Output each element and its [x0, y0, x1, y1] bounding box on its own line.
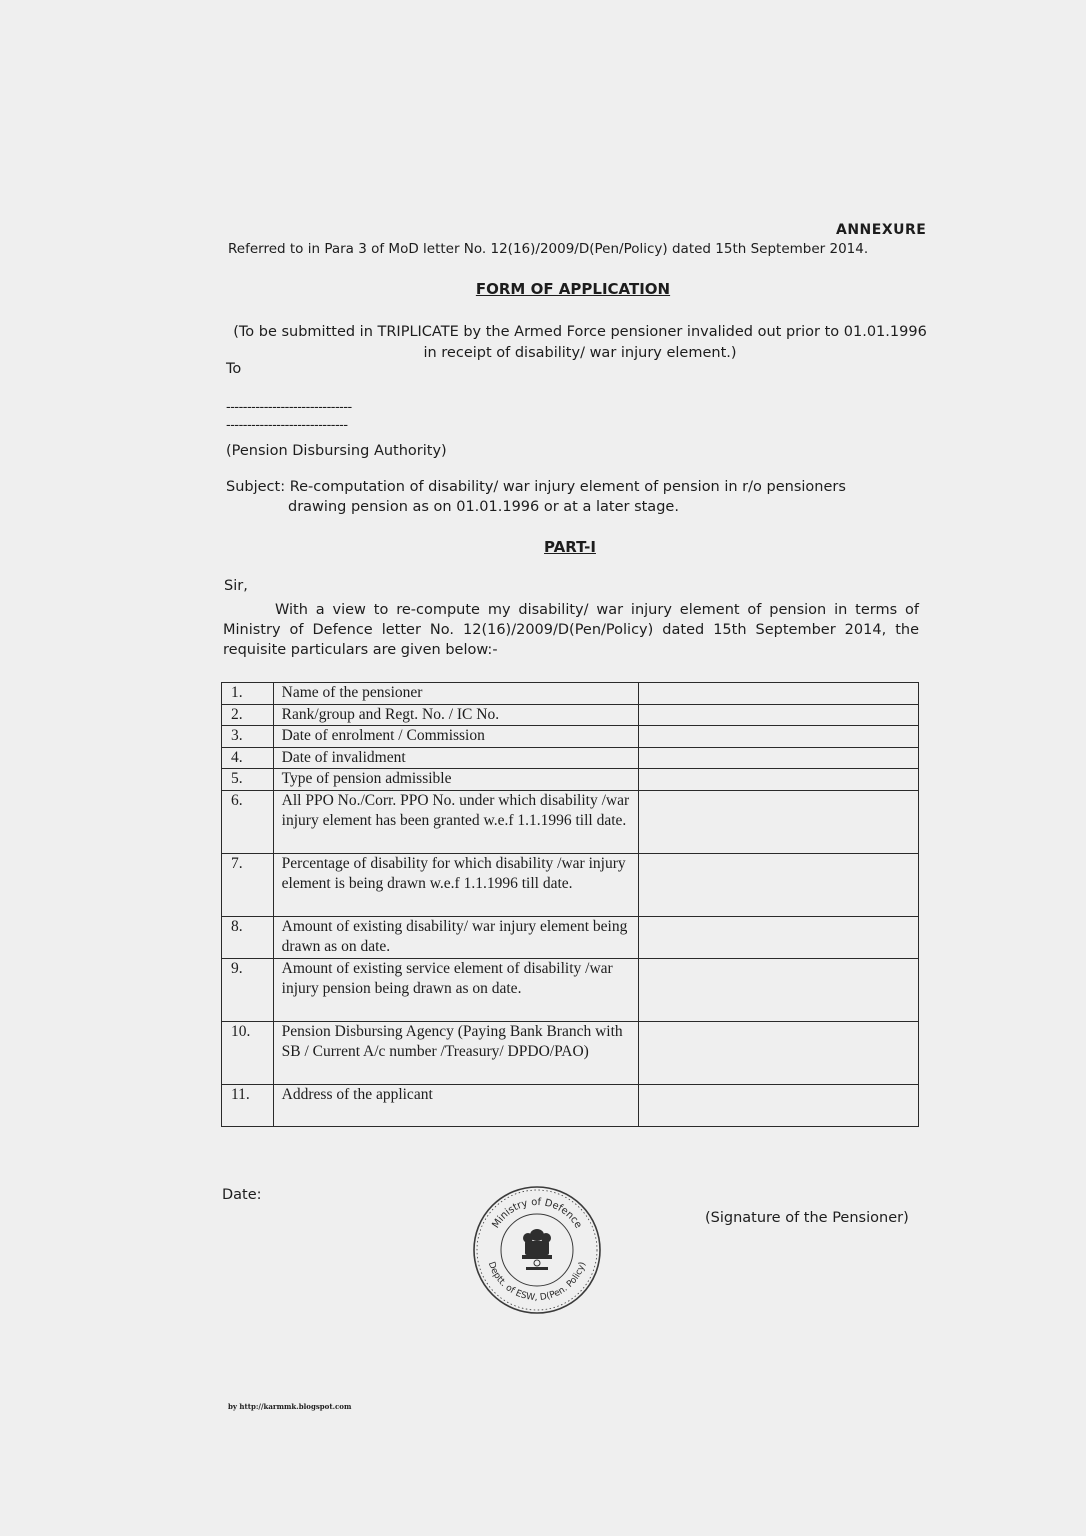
row-label: Type of pension admissible: [273, 769, 639, 791]
particulars-table-body: [222, 683, 919, 1127]
row-number: 2.: [222, 704, 274, 726]
row-value-field[interactable]: [639, 683, 919, 705]
body-paragraph: With a view to re-compute my disability/ war injury element of pension in terms of Ministry of Defence letter No. 12(16)/2009/D(Pen/Policy) dated 15th September 2014, the requisite particulars are given below:-: [223, 602, 919, 658]
row-label: Date of enrolment / Commission: [273, 726, 639, 748]
form-title: FORM OF APPLICATION: [475, 280, 671, 298]
row-label: Amount of existing service element of disability /war injury pension being drawn as on date.: [273, 958, 639, 1021]
row-number: 4.: [222, 747, 274, 769]
seal-text-bottom: Deptt. of ESW, D(Pen. Policy): [485, 1260, 589, 1304]
row-value-field[interactable]: [639, 1021, 919, 1084]
seal-text-top: Ministry of Defence: [490, 1196, 584, 1231]
salutation: Sir,: [224, 578, 248, 594]
signature-label: (Signature of the Pensioner): [705, 1210, 909, 1226]
row-label: Percentage of disability for which disability /war injury element is being drawn w.e.f 1.1.1996 till date.: [273, 853, 639, 916]
row-value-field[interactable]: [639, 704, 919, 726]
particulars-table: [221, 682, 919, 1127]
addressee-blank-line: ------------------------------: [226, 400, 352, 415]
row-label: Name of the pensioner: [273, 683, 639, 705]
subject-block: [226, 477, 906, 517]
row-value-field[interactable]: [639, 853, 919, 916]
authority-label: (Pension Disbursing Authority): [226, 443, 447, 459]
table-row: [222, 1084, 919, 1126]
submission-note: (To be submitted in TRIPLICATE by the Armed Force pensioner invalided out prior to 01.01.1996 in receipt of disability/ war injury element.): [233, 324, 927, 361]
table-row: [222, 683, 919, 705]
row-label: Date of invalidment: [273, 747, 639, 769]
national-emblem-icon: [522, 1229, 552, 1270]
official-seal: [470, 1183, 604, 1317]
row-number: 3.: [222, 726, 274, 748]
footer-credit: by http://karmmk.blogspot.com: [228, 1402, 352, 1411]
row-number: 8.: [222, 916, 274, 958]
part-heading: PART-I: [544, 538, 596, 556]
table-row: [222, 726, 919, 748]
table-row: [222, 853, 919, 916]
table-row: [222, 747, 919, 769]
row-number: 7.: [222, 853, 274, 916]
row-label: Pension Disbursing Agency (Paying Bank Branch with SB / Current A/c number /Treasury/ DPDO/PAO): [273, 1021, 639, 1084]
row-label: Rank/group and Regt. No. / IC No.: [273, 704, 639, 726]
annexure-label: ANNEXURE: [836, 222, 927, 238]
row-value-field[interactable]: [639, 726, 919, 748]
table-row: [222, 916, 919, 958]
row-label: All PPO No./Corr. PPO No. under which disability /war injury element has been granted w.e.f 1.1.1996 till date.: [273, 790, 639, 853]
addressee-blank-line: -----------------------------: [226, 418, 348, 433]
table-row: [222, 769, 919, 791]
row-number: 6.: [222, 790, 274, 853]
row-value-field[interactable]: [639, 790, 919, 853]
row-value-field[interactable]: [639, 747, 919, 769]
subject-line-continued: drawing pension as on 01.01.1996 or at a later stage.: [288, 499, 679, 515]
reference-line: Referred to in Para 3 of MoD letter No. 12(16)/2009/D(Pen/Policy) dated 15th September 2014.: [228, 241, 869, 257]
row-number: 9.: [222, 958, 274, 1021]
table-row: [222, 704, 919, 726]
row-number: 5.: [222, 769, 274, 791]
row-number: 11.: [222, 1084, 274, 1126]
subject-line: Subject: Re-computation of disability/ war injury element of pension in r/o pensioners: [226, 479, 846, 495]
row-value-field[interactable]: [639, 769, 919, 791]
row-number: 10.: [222, 1021, 274, 1084]
seal-graphic: [470, 1183, 604, 1317]
row-label: Amount of existing disability/ war injury element being drawn as on date.: [273, 916, 639, 958]
date-label: Date:: [222, 1187, 262, 1203]
row-value-field[interactable]: [639, 1084, 919, 1126]
table-row: [222, 958, 919, 1021]
row-value-field[interactable]: [639, 958, 919, 1021]
row-label: Address of the applicant: [273, 1084, 639, 1126]
table-row: [222, 1021, 919, 1084]
row-number: 1.: [222, 683, 274, 705]
table-row: [222, 790, 919, 853]
to-label: To: [226, 361, 242, 377]
row-value-field[interactable]: [639, 916, 919, 958]
